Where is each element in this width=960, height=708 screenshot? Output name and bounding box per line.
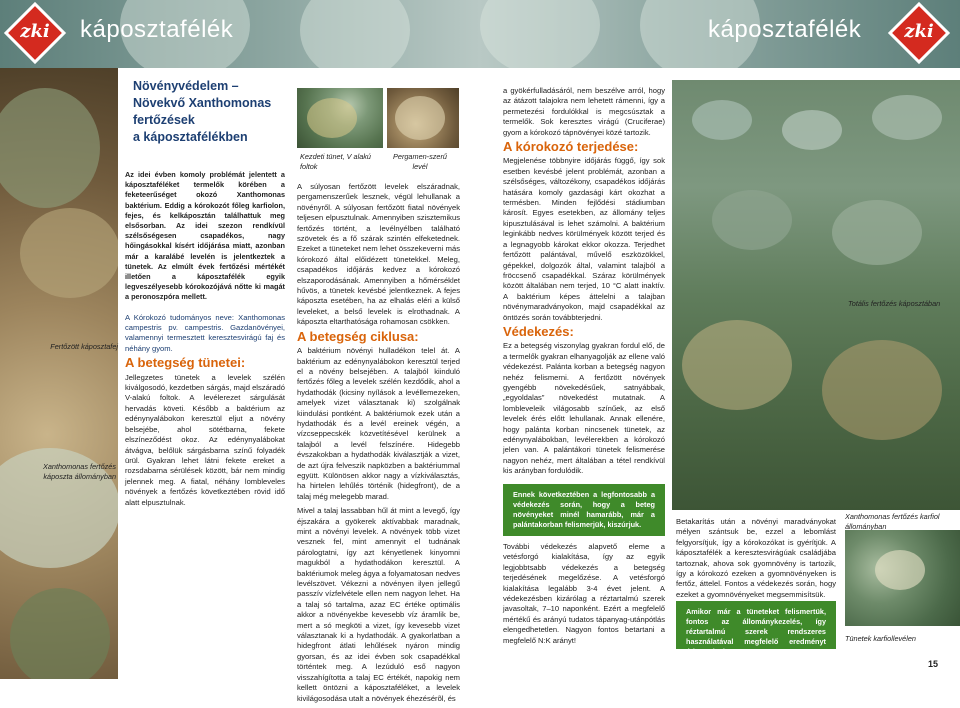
section-heading: A betegség tünetei:	[125, 355, 246, 371]
page-number: 15	[927, 659, 938, 669]
body-paragraph: A baktérium növényi hulladékon telel át. A baktérium az edénynyalábokon keresztül terjed el a növény belsejében. A talajból kiinduló fertőzés főleg a levelek szélén kezdődik, ahol a hydathodák (kicsiny nyílások a levéllemezeken, amelyek vizet választanak ki) szolgálnak kiindulási pontként. A baktériumok ezek után a hydathodák és a levél ereinek végén, a vízcseppecskék közvetítésével kerülnek a talajból a levél felszínére. Hidegebb évszakokban a hydathodák kiválasztják a vizet, de azt újra felveszik napközben a baktériummal együtt. Különösen akkor nagy a vízkiválasztás, ha hirtelen lehűlés történik (hidegfront), de a talaj még melegebb marad.	[297, 346, 460, 501]
section-heading: A betegség ciklusa:	[297, 328, 419, 344]
pathogen-paragraph: A Kórokozó tudományos neve: Xanthomonas campestris pv. campestris. Gazdanövényei, valamennyi termesztett keresztesvirágú faj és néhány gyom.	[125, 312, 285, 353]
body-paragraph: Ez a betegség viszonylag gyakran fordul elő, de a termelők gyakran elhanyagolják az ellene való védekezést. Palánta korban a betegség nagyon nehéz felismerni. A fertőzött növények gyengébb növekedésűek, satnyábbak, „egyoldalas” növekedést mutatnak. A lombleveleik világosabb színűek, az első levelek érés előtt lehullanak. Annak ellenére, hogy palánta korban nincsenek tünetek, az edénynyalábokban, levélerekben a kórokozó jelen van. A palántákori tünetek felismerése nagyon nehéz, mert általában a tétel rendkívül kis arányban fordulódik.	[503, 341, 665, 476]
cabbage-field-photo	[672, 80, 960, 510]
column-2	[297, 182, 460, 708]
highlight-box: Amikor már a tüneteket felismertük, fontos az állománykezelés, így réztartalmú szerek rendszeres használatával megfelelő eredményt érhetünk el.	[676, 601, 836, 649]
body-paragraph: a gyökérfulladásáról, nem beszélve arról, hogy az átázott talajokra nem lehetett rámenni, így a permetezési fordulókkal is megcsúsztak a termelők. Sok keresztes virágú (Cruciferae) gyom a kórokozó tápnövényei közé tartozik.	[503, 86, 665, 137]
section-heading: Védekezés:	[503, 323, 574, 339]
column-4	[676, 517, 836, 604]
zki-logo: zki	[8, 6, 62, 60]
cauliflower-stand-photo	[845, 530, 960, 626]
photo-caption: Xanthomonas fertőzés káposzta állományban	[42, 462, 116, 481]
banner-title-right: káposztafélék	[708, 16, 862, 43]
body-paragraph: További védekezés alapvető eleme a vetésforgó kialakítása, így az egyik legjobbtsabb védekezés a betegség terjedésének megelőzése. A vetésforgó kialakítása legalább 3-4 évet jelent. A védekezésben kizárólag a réztartalmú szerek javasoltak, 7–10 naponként. Ezért a megfelelő mértékű és arányú tudatos tápanyag-utánpótlás elengedhetetlen. Nagyon fontos betartani a megfelelő N:K arányt!	[503, 542, 665, 645]
v-shaped-spot-photo	[297, 88, 383, 148]
photo-caption: Tünetek karfiollevélen	[845, 634, 916, 643]
section-heading: A kórokozó terjedése:	[503, 139, 639, 155]
column-3	[503, 86, 665, 481]
header-banner	[0, 0, 960, 68]
zki-logo: zki	[892, 6, 946, 60]
photo-caption: Pergamen-szerű levél	[393, 152, 447, 171]
banner-decoration	[480, 0, 600, 68]
cabbage-head-photo	[0, 68, 118, 679]
body-paragraph: Jellegzetes tünetek a levelek szélén kiválgosodó, kezdetben sárgás, majd elszáradó V-alakú foltok. A levélerezet sárgulását hervadás követi. Később a baktérium az edénynyalábokon keresztül eljut a növény belsejébe, ahol sötétbarna, fekete elszíneződést okoz. Az edénynyalábokat átvágva, belőlük sárgásbarna színű folyadék ürül. Gyakran lehet látni fekete ereket a rozsdabarna sérülések között, bár nem mindig jelennek meg. A fiatal, néhány lombleveles növények a fertőzés következtében rövid idő alatt elpusztulnak.	[125, 372, 285, 507]
banner-decoration	[300, 0, 410, 68]
photo-caption: Xanthomonas fertőzés karfiol állományban	[845, 512, 940, 531]
photo-caption: Fertőzött káposztafej	[50, 342, 118, 351]
banner-title-left: káposztafélék	[80, 16, 234, 43]
column-3-continued	[503, 542, 665, 650]
parchment-leaf-photo	[387, 88, 459, 148]
photo-caption: Totális fertőzés káposztában	[848, 299, 941, 308]
highlight-box: Ennek következtében a legfontosabb a védekezés során, hogy a beteg növényeket minél hamarább, már a palántakorban felismerjük, kiszúrjuk.	[503, 484, 665, 536]
article-title: Növényvédelem – Növekvő Xanthomonas fertőzések a káposztafélékben	[133, 79, 272, 144]
column-1	[125, 170, 285, 512]
body-paragraph: Megjelenése többnyire időjárás függő, így sok esetben kevésbé jelent problémát, azonban a szélsőséges, változékony, csapadékos időjárás hatására komoly gazdasági kárt okozhat a termésben. Minden fejlődési stádiumban károsít. Egyes esetekben, az állomány teljes kipusztulásával is lehet számolni. A baktérium leginkább nedves körülmények között terjed és a legnagyobb károkat ekkor okozza. Terjedhet fertőzött palántával, művelő eszközökkel, gépekkel, dolgozók által, valamint talajból a fröccsenő csapadékkal. Száraz körülmények között általában nem terjed, 10 °C alatt inaktív. A baktérium képes áttelelni a talajban növénymaradványokon, majd csapadékkal az öntözés során továbbterjedni.	[503, 156, 665, 322]
body-paragraph: A súlyosan fertőzött levelek elszáradnak, pergamenszerűek lesznek, végül lehullanak a növényről. A súlyosan fertőzött fiatal növények teljesen elpusztulnak. Amennyiben szisztemikus fertőzés történt, a levélnyélben található szövetek és a fő szárak szintén elfeketednek. Ezeket a tüneteket nem lehet összekeverni más kórokozó által előidézett tünetekkel. Meleg, csapadékos időjárás kedvez a kórokozó elszaporodásának. Amennyiben a hőmérséklet hűvös, a tünetek kevésbé jelentkeznek. A fejes káposzta esetében, ha az elhalás eléri a külső leveleket, a belső levelek is elrothadnak. A káposzta eltarthatósága rohamosan csökken.	[297, 182, 460, 327]
lead-paragraph: Az idei évben komoly problémát jelentett a káposztaféléket termelők körében a feketeerűséget okozó Xanthomonas baktérium. Eddig a kórokozót főleg karfiolon, fejes, és kelkáposztán találhattuk meg elsősorban. Az idei szezon rendkívül szélsőségesen csapadékos, nagy hőingásokkal kísért időjárása miatt, azonban már a karalábé levelén is jelentkeztek a tünetek. Az elmúlt évek fertőzési mértékét illetően a káposztafélék egyik legveszélyesebb kórokozójává nőtte ki magát a peronoszpóra mellett.	[125, 170, 285, 302]
photo-caption: Kezdeti tünet, V alakú foltok	[300, 152, 371, 171]
body-paragraph: Mivel a talaj lassabban hűl át mint a levegő, így éjszakára a gyökerek aktívabbak maradnak, mint a növényi levelek. A növények több vizet vesznek fel, mint amennyit el tudnának párologtatni, így azt kényetlenek kinyomni magukból a hydathodákon keresztül. A baktériumok meleg ágya a folyamatosan nedves levélszövet. Vékezni a növényen ilyen jellegű passzív vízfelvétele ellen nem nagyon lehet. Ha a talaj só tartalma, azaz EC értéke optimális akkor a növényekbe kevesebb víz áramlik be, mert a só megköti a vizet, így kevesebb vizet választanak ki a hydathodák. A gyakorlatban a hidegfront átlati lehűlések nyáron mindig gyorsan, és az idei évben sok csapadékkal történtek meg. A lezúduló eső nagyon visszahígította a talaj EC értékét, napokig nem kellett öntözni a káposztaféléket, a levelek kivilágosodása utalt a növények éhezésérõl, és	[297, 506, 460, 703]
body-paragraph: Betakarítás után a növényi maradványokat mélyen szántsuk be, ezzel a lebomlást felgyorsítjuk, így a kórokozókat is gyérítjük. A káposztafélék a keresztesvirágúak családjába tartoznak, ahova sok gyomnövény is tartozik, így a kórokozó ezeken a gyomnövényeken is fertőz, áttelel. Fontos a védekezés során, hogy ezeket a gyomnövényeket megsemmisítsük.	[676, 517, 836, 599]
